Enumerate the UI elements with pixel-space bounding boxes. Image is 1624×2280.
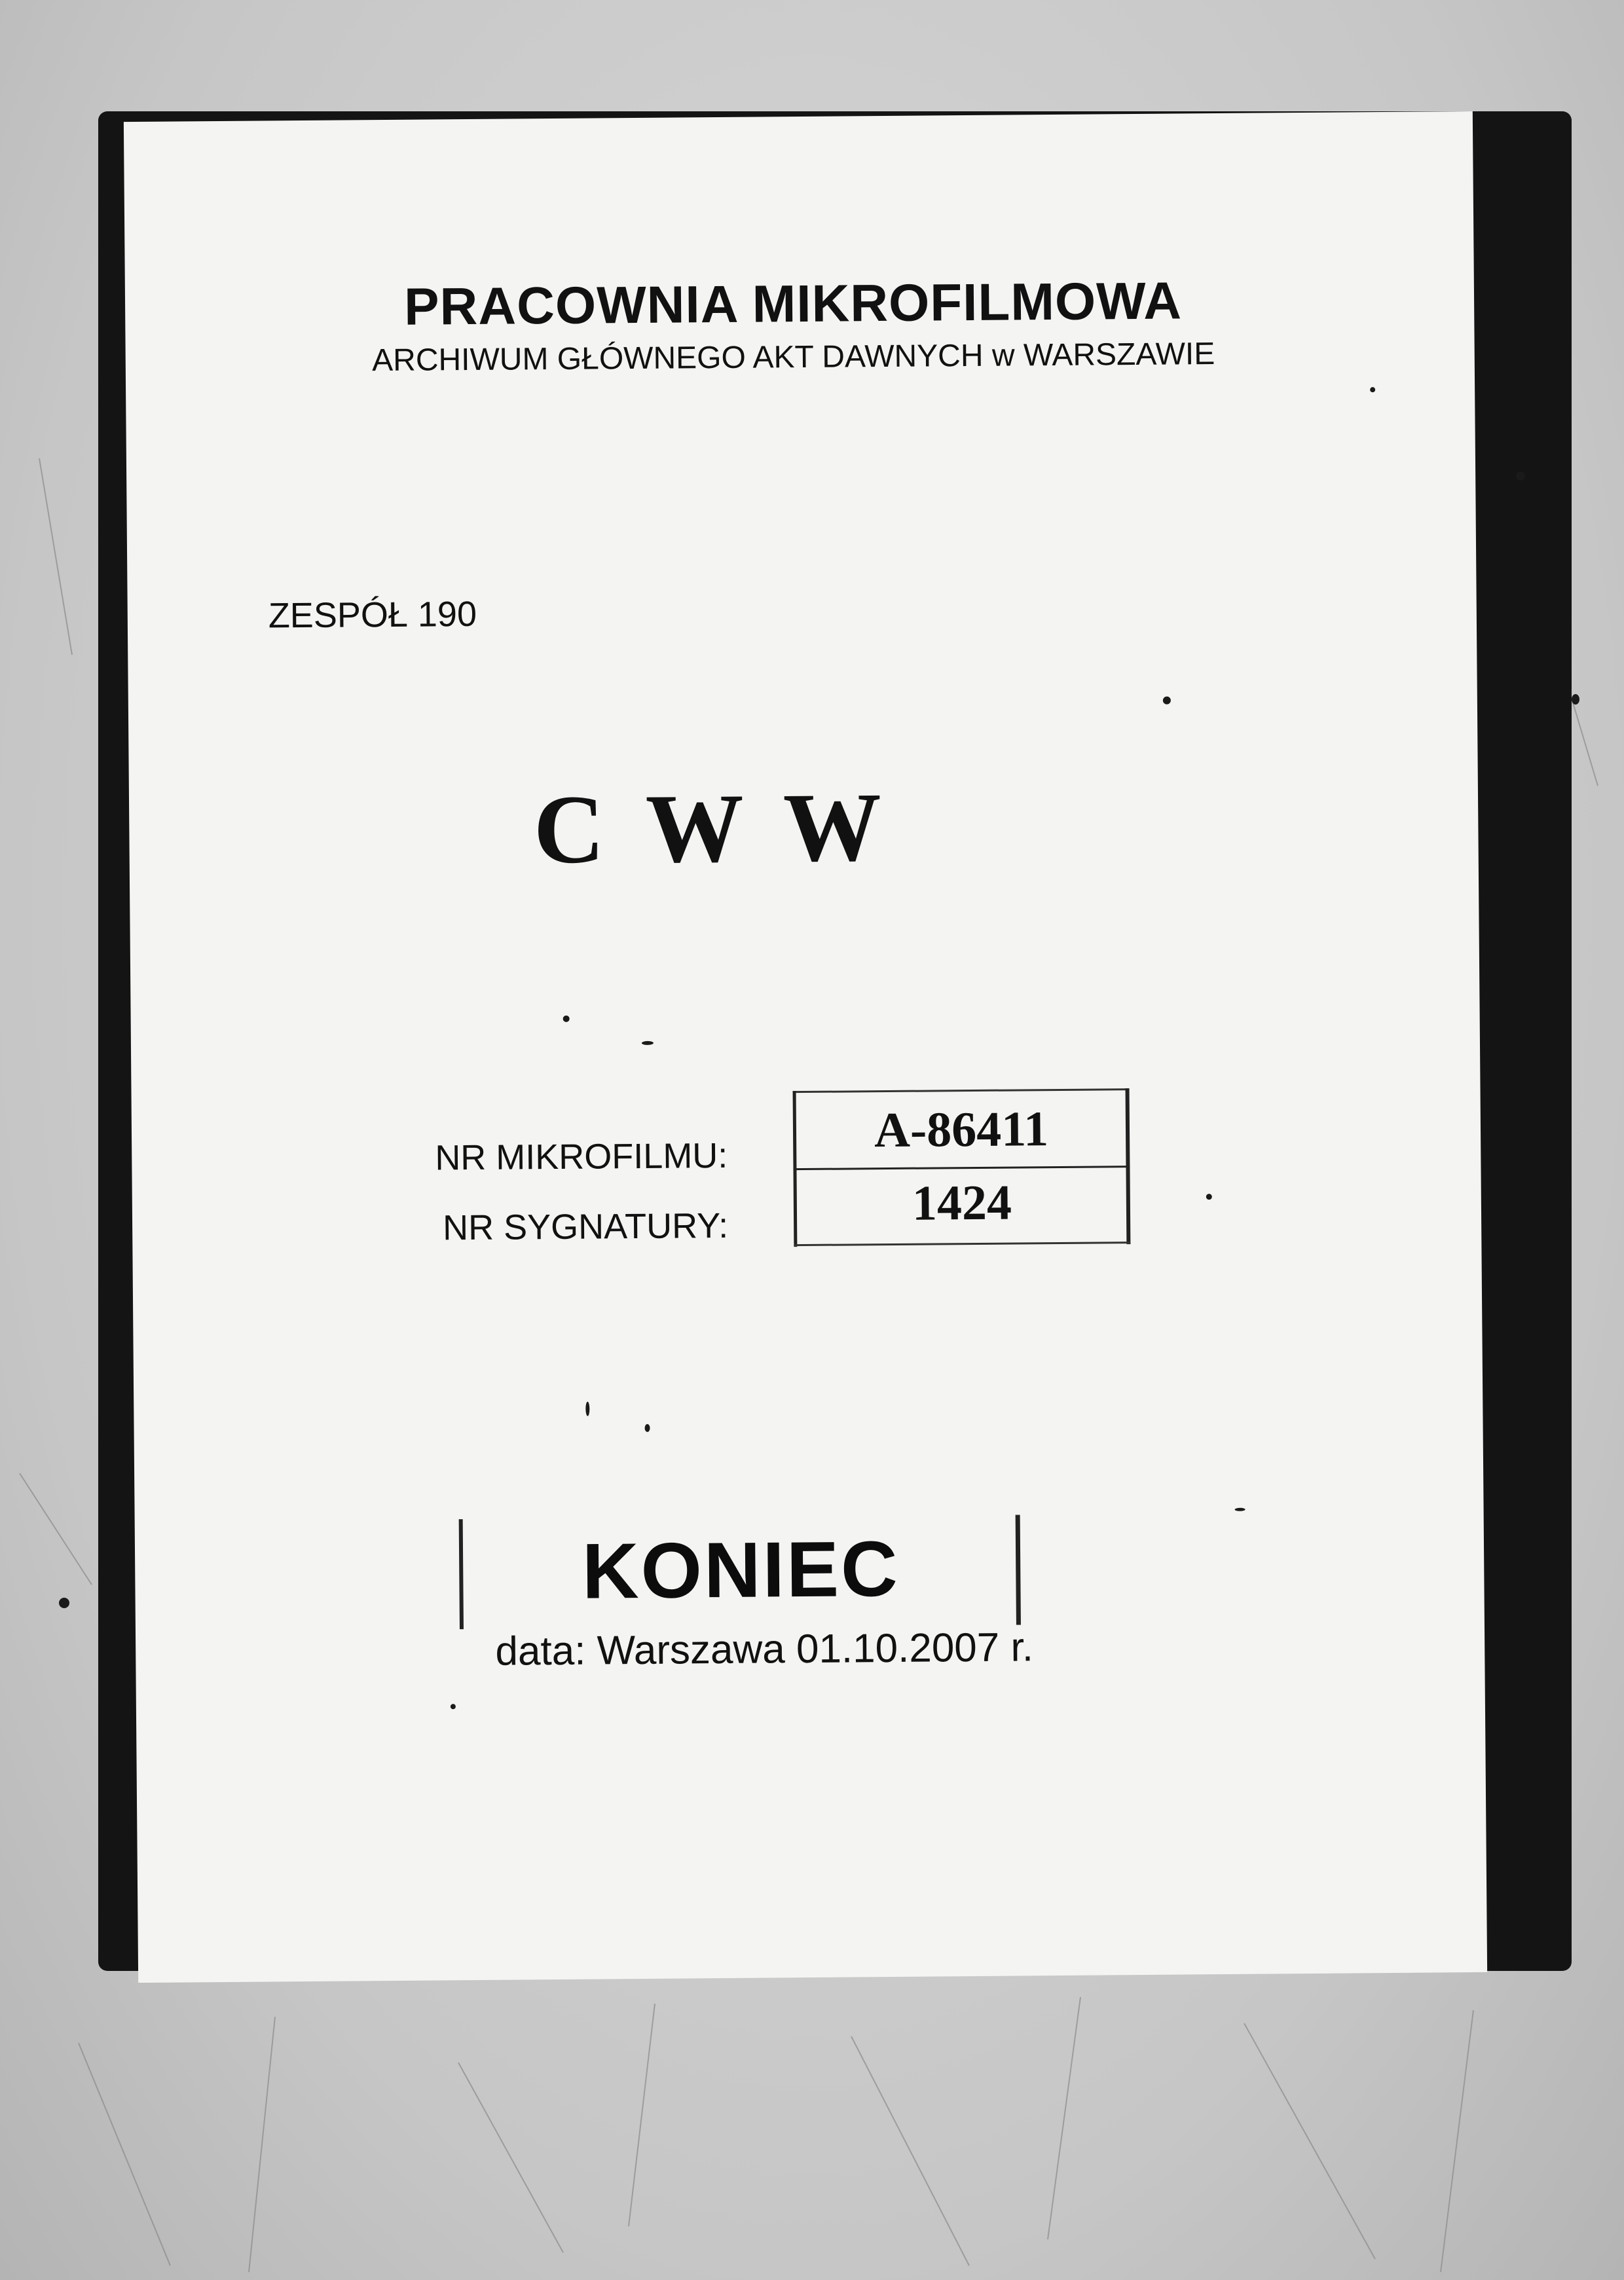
box-divider bbox=[793, 1166, 1130, 1170]
collection-code: C W W bbox=[533, 772, 891, 885]
end-marker: KONIEC bbox=[581, 1524, 900, 1615]
document-sheet bbox=[124, 111, 1487, 1983]
microfilm-number-label: NR MIKROFILMU: bbox=[435, 1135, 728, 1178]
dust-speck bbox=[1572, 694, 1579, 705]
dust-speck bbox=[1516, 471, 1525, 481]
dust-speck bbox=[1370, 387, 1375, 392]
fonds-label: ZESPÓŁ 190 bbox=[268, 594, 477, 636]
archive-subtitle: ARCHIWUM GŁÓWNEGO AKT DAWNYCH w WARSZAWIE bbox=[371, 337, 1215, 378]
dust-speck bbox=[585, 1402, 589, 1416]
microfilm-number-value: A-86411 bbox=[874, 1101, 1049, 1158]
reference-number-box bbox=[793, 1088, 1135, 1247]
dust-speck bbox=[1235, 1508, 1246, 1511]
dust-speck bbox=[645, 1424, 650, 1432]
date-line: data: Warszawa 01.10.2007 r. bbox=[495, 1625, 1034, 1674]
dust-speck bbox=[1206, 1194, 1212, 1200]
institution-title: PRACOWNIA MIKROFILMOWA bbox=[403, 271, 1183, 336]
signature-number-value: 1424 bbox=[912, 1175, 1012, 1231]
box-top-rule bbox=[793, 1088, 1130, 1093]
signature-number-label: NR SYGNATURY: bbox=[442, 1205, 729, 1248]
dust-speck bbox=[642, 1041, 654, 1045]
box-bottom-rule bbox=[794, 1241, 1130, 1246]
dust-speck bbox=[563, 1016, 570, 1022]
dust-speck bbox=[451, 1704, 456, 1709]
dust-speck bbox=[1163, 697, 1171, 705]
dust-speck bbox=[59, 1598, 69, 1608]
end-marker-box bbox=[459, 1515, 1023, 1629]
